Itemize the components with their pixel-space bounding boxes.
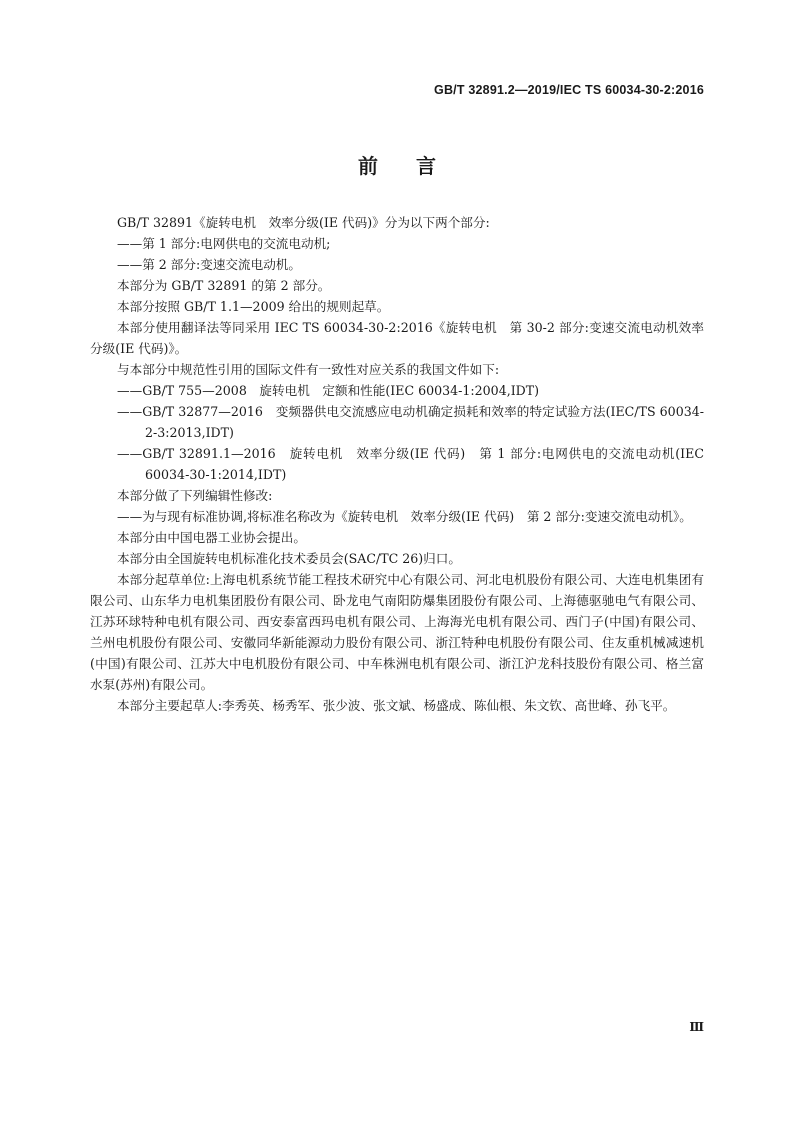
paragraph-editorial-changes: 本部分做了下列编辑性修改: [117, 488, 273, 503]
reference-item-gbt32891-1: ——GB/T 32891.1—2016 旋转电机 效率分级(IE 代码) 第 1 部分:电网供电的交流电动机(IEC 60034-30-1:2014,IDT) [117, 446, 704, 482]
paragraph-administered-by: 本部分由全国旋转电机标准化技术委员会(SAC/TC 26)归口。 [117, 551, 461, 566]
paragraph-part-statement: 本部分为 GB/T 32891 的第 2 部分。 [117, 278, 331, 293]
foreword-body [90, 212, 704, 716]
paragraph-proposed-by: 本部分由中国电器工业协会提出。 [117, 530, 306, 545]
standard-code-header: GB/T 32891.2—2019/IEC TS 60034-30-2:2016 [434, 83, 704, 97]
page-title: 前言 [358, 154, 474, 178]
paragraph-drafting-units: 本部分起草单位:上海电机系统节能工程技术研究中心有限公司、河北电机股份有限公司、大连电机集团有限公司、山东华力电机集团股份有限公司、卧龙电气南阳防爆集团股份有限公司、上海德驱驰电气有限公司、江苏环球特种电机有限公司、西安泰富西玛电机有限公司、上海海光电机有限公司、西门子(中国)有限公司、兰州电机股份有限公司、安徽同华新能源动力股份有限公司、浙江特种电机股份有限公司、住友重机械减速机(中国)有限公司、江苏大中电机股份有限公司、中车株洲电机有限公司、浙江沪龙科技股份有限公司、格兰富水泵(苏州)有限公司。 [90, 572, 704, 692]
reference-item-gbt32877: ——GB/T 32877—2016 变频器供电交流感应电动机确定损耗和效率的特定试验方法(IEC/TS 60034-2-3:2013,IDT) [117, 404, 704, 440]
page-number: Ⅲ [689, 1020, 704, 1034]
editorial-change-item: ——为与现有标准协调,将标准名称改为《旋转电机 效率分级(IE 代码) 第 2 部分:变速交流电动机》。 [117, 509, 692, 524]
paragraph-drafting-rules: 本部分按照 GB/T 1.1—2009 给出的规则起草。 [117, 299, 390, 314]
paragraph-main-drafters: 本部分主要起草人:李秀英、杨秀军、张少波、张文斌、杨盛成、陈仙根、朱文钦、高世峰、孙飞平。 [117, 698, 676, 713]
list-item-part-1: ——第 1 部分:电网供电的交流电动机; [117, 236, 331, 251]
paragraph-intro: GB/T 32891《旋转电机 效率分级(IE 代码)》分为以下两个部分: [117, 215, 490, 230]
list-item-part-2: ——第 2 部分:变速交流电动机。 [117, 257, 301, 272]
paragraph-references-intro: 与本部分中规范性引用的国际文件有一致性对应关系的我国文件如下: [117, 362, 500, 377]
paragraph-adoption: 本部分使用翻译法等同采用 IEC TS 60034-30-2:2016《旋转电机 第 30-2 部分:变速交流电动机效率分级(IE 代码)》。 [90, 320, 704, 356]
reference-item-gbt755: ——GB/T 755—2008 旋转电机 定额和性能(IEC 60034-1:2004,IDT) [117, 383, 540, 398]
